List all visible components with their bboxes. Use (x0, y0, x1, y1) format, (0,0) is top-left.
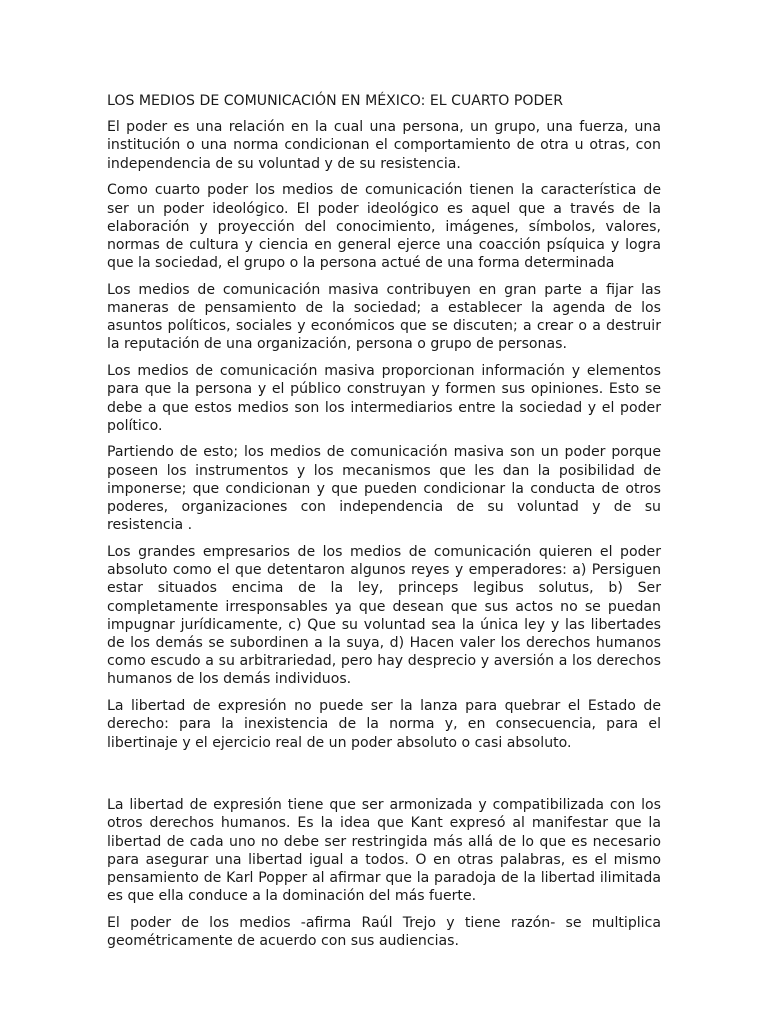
paragraph-7: La libertad de expresión no puede ser la lanza para quebrar el Estado de derecho: para la inexistencia de la norma y, en consecuencia, para el libertinaje y el ejercicio real de un poder absoluto o casi absoluto. (107, 698, 661, 751)
blank-line-spacer (107, 760, 661, 796)
paragraph-6: Los grandes empresarios de los medios de comunicación quieren el poder absoluto como el que detentaron algunos reyes y emperadores: a) Persiguen estar situados encima de la ley, princeps legibus solutus, b) Ser completamente irresponsables ya que desean que sus actos no se puedan impugnar jurídicamente, c) Que su voluntad sea la única ley y las libertades de los demás se subordinen a la suya, d) Hacen valer los derechos humanos como escudo a su arbitrariedad, pero hay desprecio y aversión a los derechos humanos de los demás individuos. (107, 543, 661, 688)
paragraph-4: Los medios de comunicación masiva proporcionan información y elementos para que la persona y el público construyan y formen sus opiniones. Esto se debe a que estos medios son los intermediarios entre la sociedad y el poder político. (107, 363, 661, 434)
paragraph-8: La libertad de expresión tiene que ser armonizada y compatibilizada con los otros derechos humanos. Es la idea que Kant expresó al manifestar que la libertad de cada uno no debe ser restringida más allá de lo que es necesario para asegurar una libertad igual a todos. O en otras palabras, es el mismo pensamiento de Karl Popper al afirmar que la paradoja de la libertad ilimitada es que ella conduce a la dominación del más fuerte. (107, 797, 661, 905)
paragraph-9: El poder de los medios -afirma Raúl Trejo y tiene razón- se multiplica geométricamente de acuerdo con sus audiencias. (107, 914, 661, 950)
paragraph-1: El poder es una relación en la cual una persona, un grupo, una fuerza, una institución o una norma condicionan el comportamiento de otra u otras, con independencia de su voluntad y de su resistencia. (107, 119, 661, 172)
paragraph-2: Como cuarto poder los medios de comunicación tienen la característica de ser un poder ideológico. El poder ideológico es aquel que a través de la elaboración y proyección del conocimiento, imágenes, símbolos, valores, normas de cultura y ciencia en general ejerce una coacción psíquica y logra que la sociedad, el grupo o la persona actué de una forma determinada (107, 182, 661, 272)
document-title: LOS MEDIOS DE COMUNICACIÓN EN MÉXICO: EL CUARTO PODER (107, 93, 564, 109)
paragraph-3: Los medios de comunicación masiva contribuyen en gran parte a fijar las maneras de pensamiento de la sociedad; a establecer la agenda de los asuntos políticos, sociales y económicos que se discuten; a crear o a destruir la reputación de una organización, persona o grupo de personas. (107, 281, 661, 353)
document-body (107, 92, 661, 959)
paragraph-5: Partiendo de esto; los medios de comunicación masiva son un poder porque poseen los instrumentos y los mecanismos que les dan la posibilidad de imponerse; que condicionan y que pueden condicionar la conducta de otros poderes, organizaciones con independencia de su voluntad y de su resistencia . (107, 444, 661, 534)
